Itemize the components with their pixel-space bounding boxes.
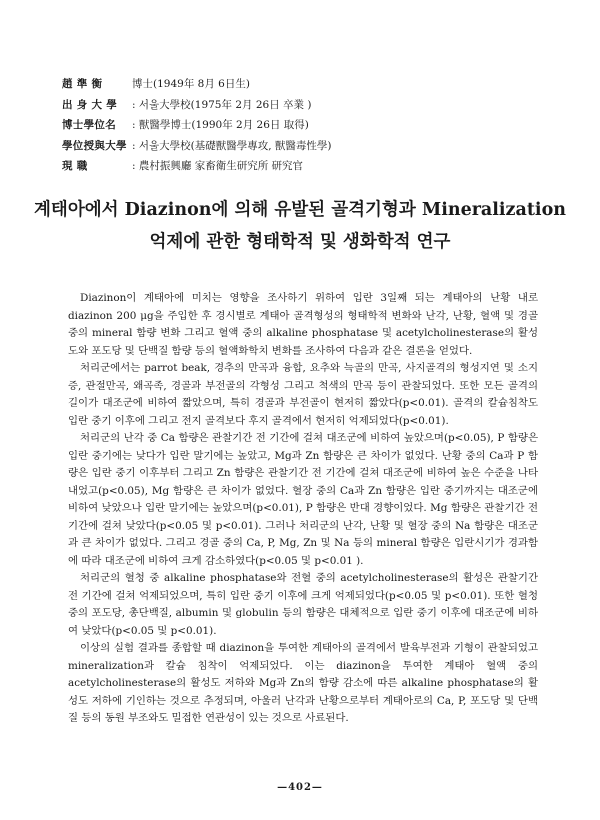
author-label: 現 職 (62, 160, 88, 172)
author-value: 博士(1949年 8月 6日生) (132, 78, 250, 90)
abstract-paragraph: 처리군에서는 parrot beak, 경추의 만곡과 융합, 요추와 늑골의 만곡, 사지골격의 형성지연 및 소지증, 관절만곡, 왜곡족, 경골과 부전골의 각형성 그리고 척색의 만곡 등이 관찰되었다. 또한 모든 골격의 길이가 대조군에 비하여 짧았으며, 특히 경골과 부전골이 현저히 짧았다(p<0.01). 골격의 칼슘침착도 입란 중기 이후에 그리고 전지 골격보다 후지 골격에서 현저히 억제되었다(p<0.01). (68, 362, 538, 427)
author-label: 出 身 大 學 (62, 98, 118, 111)
title-line-1: 계태아에서 Diazinon에 의해 유발된 골격기형과 Mineralization (34, 200, 566, 220)
author-row-name (62, 74, 542, 95)
author-label: 博士學位名 (62, 119, 116, 131)
author-value: : 農村振興廳 家畜衛生研究所 研究官 (132, 160, 304, 172)
author-info (62, 74, 542, 177)
page-number: —402— (277, 782, 323, 793)
title-line-2: 억제에 관한 형태학적 및 생화학적 연구 (149, 232, 451, 252)
abstract-body (68, 290, 538, 728)
author-row-position (62, 156, 542, 177)
author-value: : 서울大學校(基礎獸醫學專攻, 獸醫毒性學) (132, 139, 332, 152)
author-value: : 서울大學校(1975年 2月 26日 卒業 ) (132, 98, 312, 111)
author-label: 趙 準 衡 (62, 78, 103, 90)
abstract-paragraph: 이상의 실험 결과를 종합할 때 diazinon을 투여한 계태아의 골격에서 발육부전과 기형이 관찰되었고 mineralization과 칼슘 침착이 억제되었다. 이는 diazinon을 투여한 계태아 혈액 중의 acetylcholinesterase의 활성도 저하와 Mg과 Zn의 함량 감소에 따른 alkaline phosphatase의 활성도 저하에 기인하는 것으로 추정되며, 아울러 난각과 난황으로부터 계태아로의 Ca, P, 포도당 및 단백질 등의 동원 부조와도 밀접한 연관성이 있는 것으로 사료된다. (68, 642, 538, 724)
author-row-degree-university (62, 136, 542, 157)
author-value: : 獸醫學博士(1990年 2月 26日 取得) (132, 119, 309, 131)
author-label: 學位授與大學 (62, 139, 127, 152)
abstract-paragraph: 처리군의 난각 중 Ca 함량은 관찰기간 전 기간에 걸쳐 대조군에 비하여 높았으며(p<0.05), P 함량은 입란 중기에는 낮다가 입란 말기에는 높았고, Mg과 Zn 함량은 큰 차이가 없었다. 난황 중의 Ca과 P 함량은 입란 중기 이후부터 그리고 Zn 함량은 관찰기간 전 기간에 걸쳐 대조군에 비하여 높은 수준을 나타내었고(p<0.05), Mg 함량은 큰 차이가 없었다. 혈장 중의 Ca과 Zn 함량은 입란 중기까지는 대조군에 비하여 낮았으나 입란 말기에는 높았으며(p<0.01), P 함량은 반대 경향이었다. Mg 함량은 관찰기간 전 기간에 걸쳐 낮았다(p<0.05 및 p<0.01). 그러나 처리군의 난각, 난황 및 혈장 중의 Na 함량은 대조군과 큰 차이가 없었다. 그리고 경골 중의 Ca, P, Mg, Zn 및 Na 등의 mineral 함량은 입란시기가 경과함에 따라 대조군에 비하여 크게 감소하였다(p<0.05 및 p<0.01 ). (68, 432, 538, 567)
abstract-paragraph: Diazinon이 계태아에 미치는 영향을 조사하기 위하여 입란 3일째 되는 계태아의 난황 내로 diazinon 200 μg을 주입한 후 경시별로 계태아 골격형성의 형태학적 변화와 난각, 난황, 혈액 및 경골 중의 mineral 함량 변화 그리고 혈액 중의 alkaline phosphatase 및 acetylcholinesterase의 활성도와 포도당 및 단백질 함량 등의 혈액화학치 변화를 조사하여 다음과 같은 결론을 얻었다. (68, 292, 538, 357)
author-row-degree (62, 115, 542, 136)
author-row-university (62, 95, 542, 116)
abstract-paragraph: 처리군의 혈청 중 alkaline phosphatase와 전혈 중의 acetylcholinesterase의 활성은 관찰기간 전 기간에 걸쳐 억제되었으며, 특히 입란 중기 이후에 크게 억제되었다(p<0.05 및 p<0.01). 또한 혈청 중의 포도당, 총단백질, albumin 및 globulin 등의 함량은 대체적으로 입란 중기 이후에 대조군에 비하여 낮았다(p<0.05 및 p<0.01). (68, 572, 538, 637)
